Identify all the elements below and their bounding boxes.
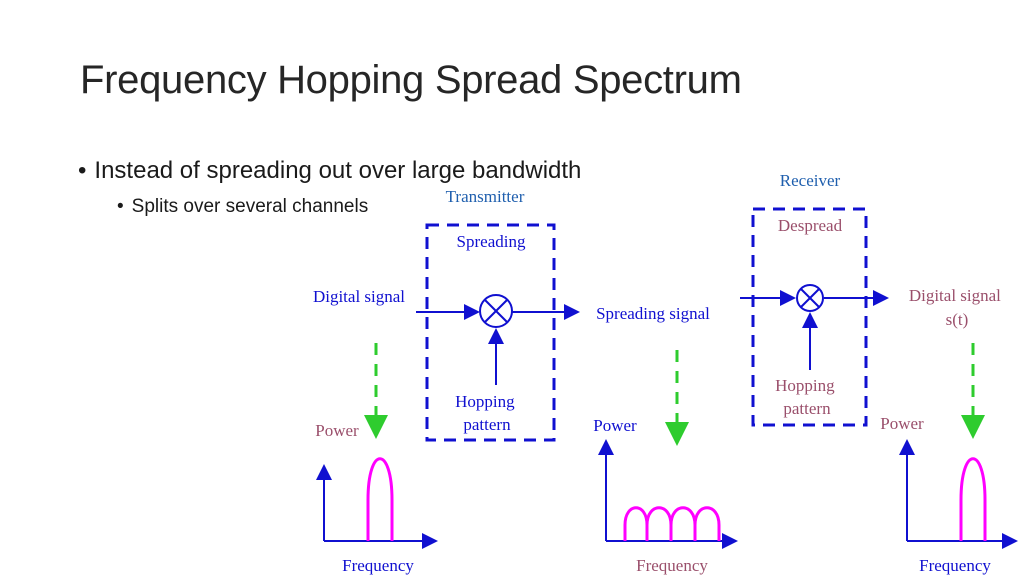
spectrum-hump [695, 508, 719, 541]
frequency-axis-label: Frequency [342, 556, 414, 575]
hopping-pattern-tx-label: Hopping pattern [455, 392, 515, 434]
bullet-text: Splits over several channels [131, 196, 369, 217]
hopping-pattern-rx-label: Hopping pattern [775, 376, 835, 418]
frequency-axis-label: Frequency [636, 556, 708, 575]
bullet-dot: • [117, 196, 124, 217]
frequency-axis-label: Frequency [919, 556, 991, 575]
spectrum-plot-3 [880, 414, 1016, 575]
digital-signal-output-label: Digital signal s(t) [908, 286, 1001, 329]
spectrum-hump [671, 508, 695, 541]
receiver-label: Receiver [779, 171, 841, 190]
spectrum-plot-2 [593, 416, 736, 575]
despread-label: Despread [777, 216, 843, 235]
digital-signal-input-label: Digital signal [312, 287, 406, 306]
spectrum-hump [368, 459, 392, 541]
power-axis-label: Power [593, 416, 637, 435]
power-axis-label: Power [880, 414, 924, 433]
multiplier-icon [797, 285, 823, 311]
spectrum-hump [625, 508, 647, 541]
spectrum-hump [647, 508, 671, 541]
spreading-signal-label: Spreading signal [596, 304, 710, 323]
multiplier-icon [480, 295, 512, 327]
transmitter-label: Transmitter [445, 187, 525, 206]
spectrum-hump [961, 459, 985, 541]
bullet-text: Instead of spreading out over large bandwidth [94, 157, 582, 184]
slide-title: Frequency Hopping Spread Spectrum [80, 58, 742, 102]
bullet-dot: • [78, 157, 87, 184]
power-axis-label: Power [315, 421, 359, 440]
spectrum-plot-1 [315, 421, 436, 575]
spreading-label: Spreading [456, 232, 526, 251]
